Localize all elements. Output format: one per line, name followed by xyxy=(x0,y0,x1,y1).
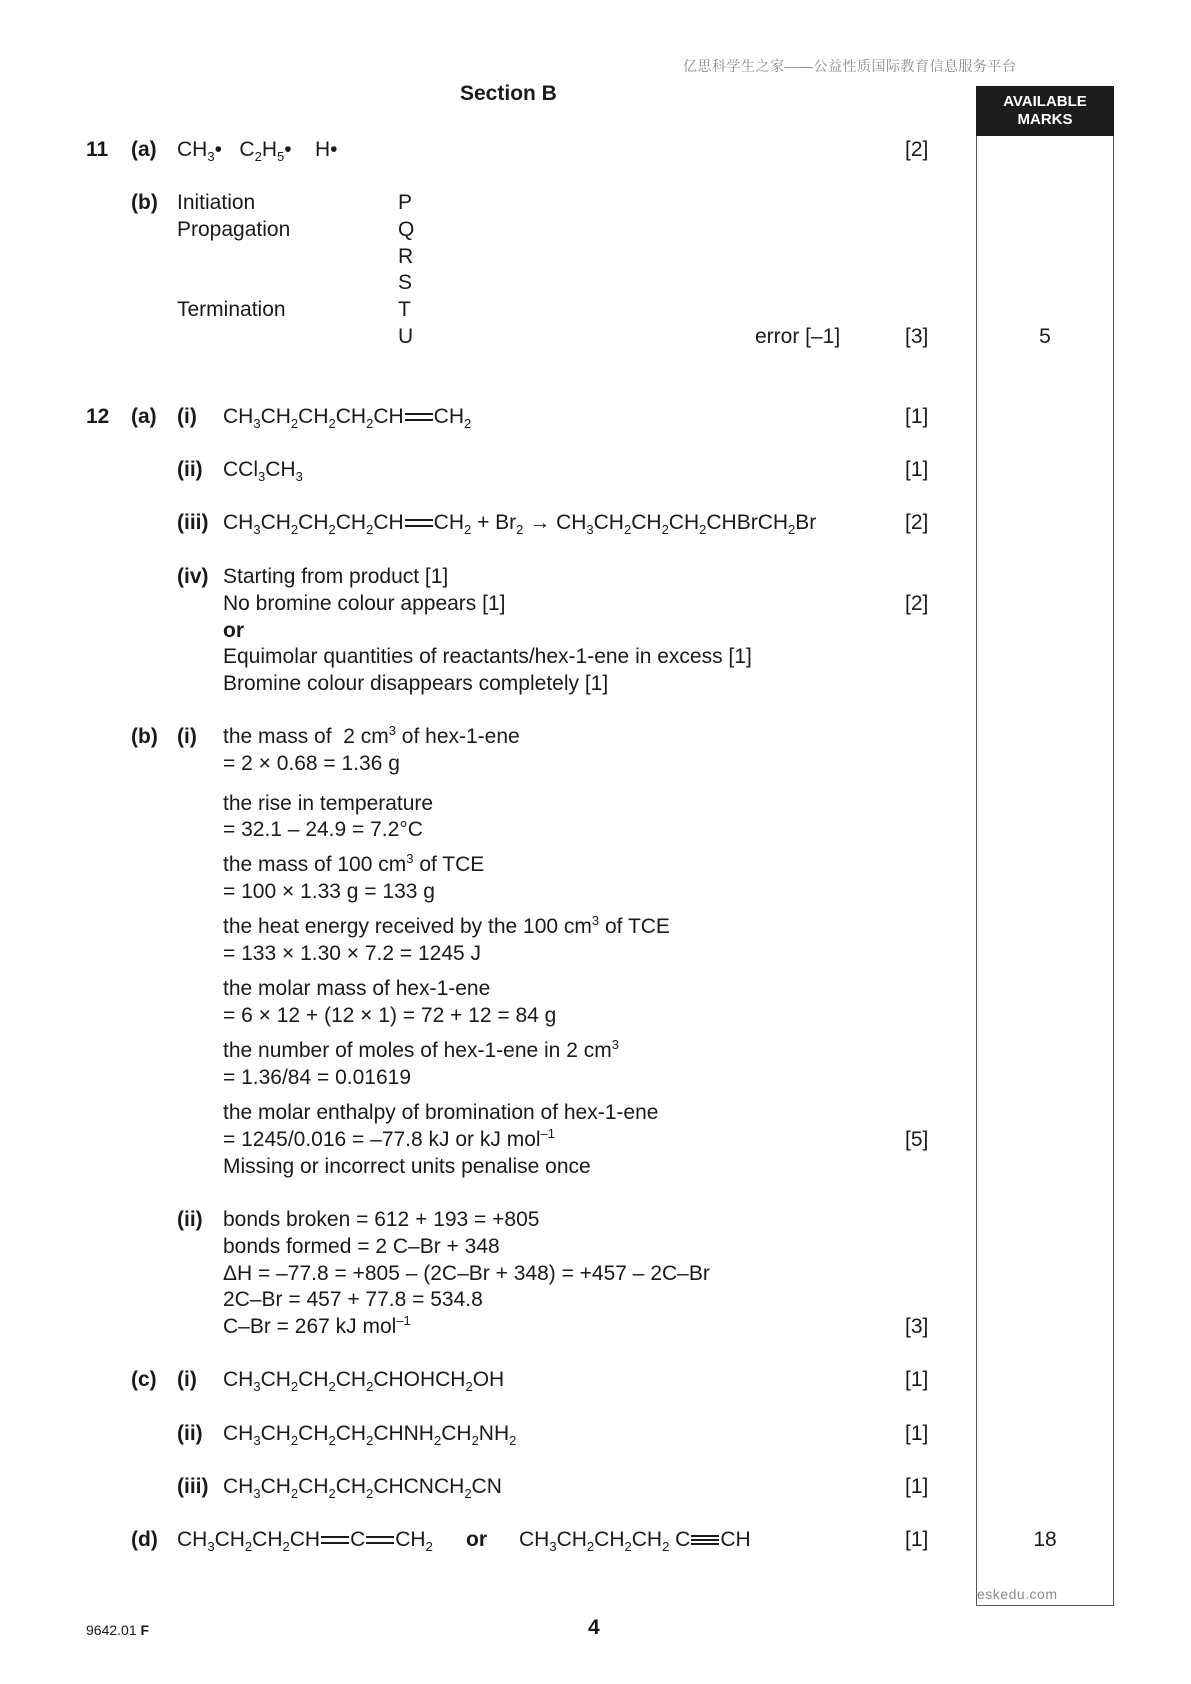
available-marks-header xyxy=(976,86,1114,136)
q12a-iv-alt-line1: Equimolar quantities of reactants/hex-1-ene in excess [1] xyxy=(223,645,752,668)
q11a-answer: $CH_3•$ $C_2H_5•$ H• xyxy=(177,138,338,164)
q12c-iii-formula: $CH_3CH_2CH_2CH_2CHCNCH_2CN$ xyxy=(223,1475,502,1501)
q12a-iv-alt-line2: Bromine colour disappears completely [1] xyxy=(223,672,609,695)
q12a-ii-formula: $CCl_3CH_3$ xyxy=(223,458,303,484)
q12b-ii-label: (ii) xyxy=(177,1208,203,1231)
footer-code-suffix: F xyxy=(140,1622,150,1638)
q12c-label: (c) xyxy=(131,1368,157,1391)
double-bond-icon xyxy=(321,1536,349,1544)
q11b-stage-termination: Termination xyxy=(177,298,286,321)
q11-number: 11 xyxy=(86,138,109,161)
q12b-ii-mark: [3] xyxy=(905,1315,929,1338)
q11b-letter-p: P xyxy=(398,191,413,214)
q12b-i-moles-result: = 1.36/84 = 0.01619 xyxy=(223,1066,412,1089)
q12a-iv-line2: No bromine colour appears [1] xyxy=(223,592,506,615)
q12b-i-heat-line: the heat energy received by the 100 $cm^3$ of TCE xyxy=(223,913,670,938)
q12b-label: (b) xyxy=(131,725,158,748)
double-bond-icon xyxy=(366,1536,394,1544)
q12a-iii-equation: $CH_3CH_2CH_2CH_2CH$ $CH_2 + Br_2$ → $CH_3CH_2CH_2CH_2CHBrCH_2Br$ xyxy=(223,511,817,537)
triple-bond-icon xyxy=(691,1535,719,1545)
q12b-i-mass-result: = 2 × 0.68 = 1.36 g xyxy=(223,752,400,775)
q12c-i-mark: [1] xyxy=(905,1368,929,1391)
q12b-i-molar-line: the molar mass of hex-1-ene xyxy=(223,977,491,1000)
q12c-iii-mark: [1] xyxy=(905,1475,929,1498)
double-bond-icon xyxy=(405,413,433,421)
q12c-iii-label: (iii) xyxy=(177,1475,209,1498)
q12a-i-formula: $CH_3CH_2CH_2CH_2CH$ $CH_2$ xyxy=(223,405,472,431)
q12a-iv-or: or xyxy=(223,619,244,642)
double-bond-icon xyxy=(405,519,433,527)
q12a-iii-label: (iii) xyxy=(177,511,209,534)
q12d-label: (d) xyxy=(131,1528,158,1551)
q11a-label: (a) xyxy=(131,138,157,161)
q12b-ii-line2: bonds formed = 2 C–Br + 348 xyxy=(223,1235,500,1258)
q12a-iv-mark: [2] xyxy=(905,592,929,615)
q12b-ii-line3: ΔH = –77.8 = +805 – (2C–Br + 348) = +457 – 2C–Br xyxy=(223,1262,710,1285)
q12a-ii-mark: [1] xyxy=(905,458,929,481)
q12a-label: (a) xyxy=(131,405,157,428)
watermark-bottom: eskedu.com xyxy=(977,1586,1058,1602)
q11b-letter-t: T xyxy=(398,298,411,321)
q12a-iii-mark: [2] xyxy=(905,511,929,534)
q12a-i-label: (i) xyxy=(177,405,197,428)
q12b-i-units-note: Missing or incorrect units penalise once xyxy=(223,1155,591,1178)
q11b-label: (b) xyxy=(131,191,158,214)
footer-code xyxy=(86,1622,149,1638)
q12a-iv-line1: Starting from product [1] xyxy=(223,565,449,588)
q11b-stage-initiation: Initiation xyxy=(177,191,256,214)
q12b-i-tce-line: the mass of 100 $cm^3$ of TCE xyxy=(223,851,485,876)
q12b-i-mark: [5] xyxy=(905,1128,929,1151)
q12d-mark: [1] xyxy=(905,1528,929,1551)
q12b-i-moles-line: the number of moles of hex-1-ene in 2 $cm^3$ xyxy=(223,1037,619,1062)
q11-available-marks: 5 xyxy=(1039,325,1051,348)
q11a-mark: [2] xyxy=(905,138,929,161)
q11b-letter-r: R xyxy=(398,245,414,268)
q12b-i-tce-result: = 100 × 1.33 g = 133 g xyxy=(223,880,435,903)
q12b-i-molar-result: = 6 × 12 + (12 × 1) = 72 + 12 = 84 g xyxy=(223,1004,557,1027)
q12d-formula-2: $CH_3CH_2CH_2CH_2$ C CH xyxy=(519,1528,751,1554)
q11b-stage-propagation: Propagation xyxy=(177,218,291,241)
q11b-mark: [3] xyxy=(905,325,929,348)
available-marks-header-line2: MARKS xyxy=(1017,111,1073,128)
page-number: 4 xyxy=(588,1616,600,1639)
q12b-i-rise-result: = 32.1 – 24.9 = 7.2°C xyxy=(223,818,423,841)
q11b-letter-q: Q xyxy=(398,218,415,241)
q11b-letter-u: U xyxy=(398,325,414,348)
q12b-i-heat-result: = 133 × 1.30 × 7.2 = 1245 J xyxy=(223,942,482,965)
q12a-iv-label: (iv) xyxy=(177,565,209,588)
q12-number: 12 xyxy=(86,405,110,428)
footer-code-number: 9642.01 xyxy=(86,1622,137,1638)
q12b-ii-line5: C–Br = 267 kJ mol$^{-1}$ xyxy=(223,1313,411,1338)
q12c-ii-formula: $CH_3CH_2CH_2CH_2CHNH_2CH_2NH_2$ xyxy=(223,1422,517,1448)
q12b-i-enthalpy-result: = 1245/0.016 = –77.8 kJ or kJ mol$^{-1}$ xyxy=(223,1126,556,1151)
q12c-ii-label: (ii) xyxy=(177,1422,203,1445)
q12b-ii-line4: 2C–Br = 457 + 77.8 = 534.8 xyxy=(223,1288,483,1311)
available-marks-header-line1: AVAILABLE xyxy=(1003,93,1087,110)
watermark-top: 亿思科学生之家——公益性质国际教育信息服务平台 xyxy=(683,58,1017,74)
q12b-ii-line1: bonds broken = 612 + 193 = +805 xyxy=(223,1208,540,1231)
q12c-ii-mark: [1] xyxy=(905,1422,929,1445)
q12d-or: or xyxy=(466,1528,487,1551)
q12b-i-rise-line: the rise in temperature xyxy=(223,792,434,815)
q12a-ii-label: (ii) xyxy=(177,458,203,481)
q12c-i-label: (i) xyxy=(177,1368,197,1391)
q11b-error-note: error [–1] xyxy=(755,325,841,348)
q12c-i-formula: $CH_3CH_2CH_2CH_2CHOHCH_2OH$ xyxy=(223,1368,505,1394)
section-title: Section B xyxy=(460,82,557,105)
q12a-i-mark: [1] xyxy=(905,405,929,428)
available-marks-column xyxy=(976,86,1114,1606)
q12b-i-enthalpy-line: the molar enthalpy of bromination of hex-1-ene xyxy=(223,1101,659,1124)
q12b-i-label: (i) xyxy=(177,725,197,748)
q11b-letter-s: S xyxy=(398,271,413,294)
q12b-i-mass-line: the mass of 2 $cm^3$ of hex-1-ene xyxy=(223,723,520,748)
q12-available-marks: 18 xyxy=(1033,1528,1057,1551)
q12d-formula-1: $CH_3CH_2CH_2CH$ C $CH_2$ xyxy=(177,1528,433,1554)
